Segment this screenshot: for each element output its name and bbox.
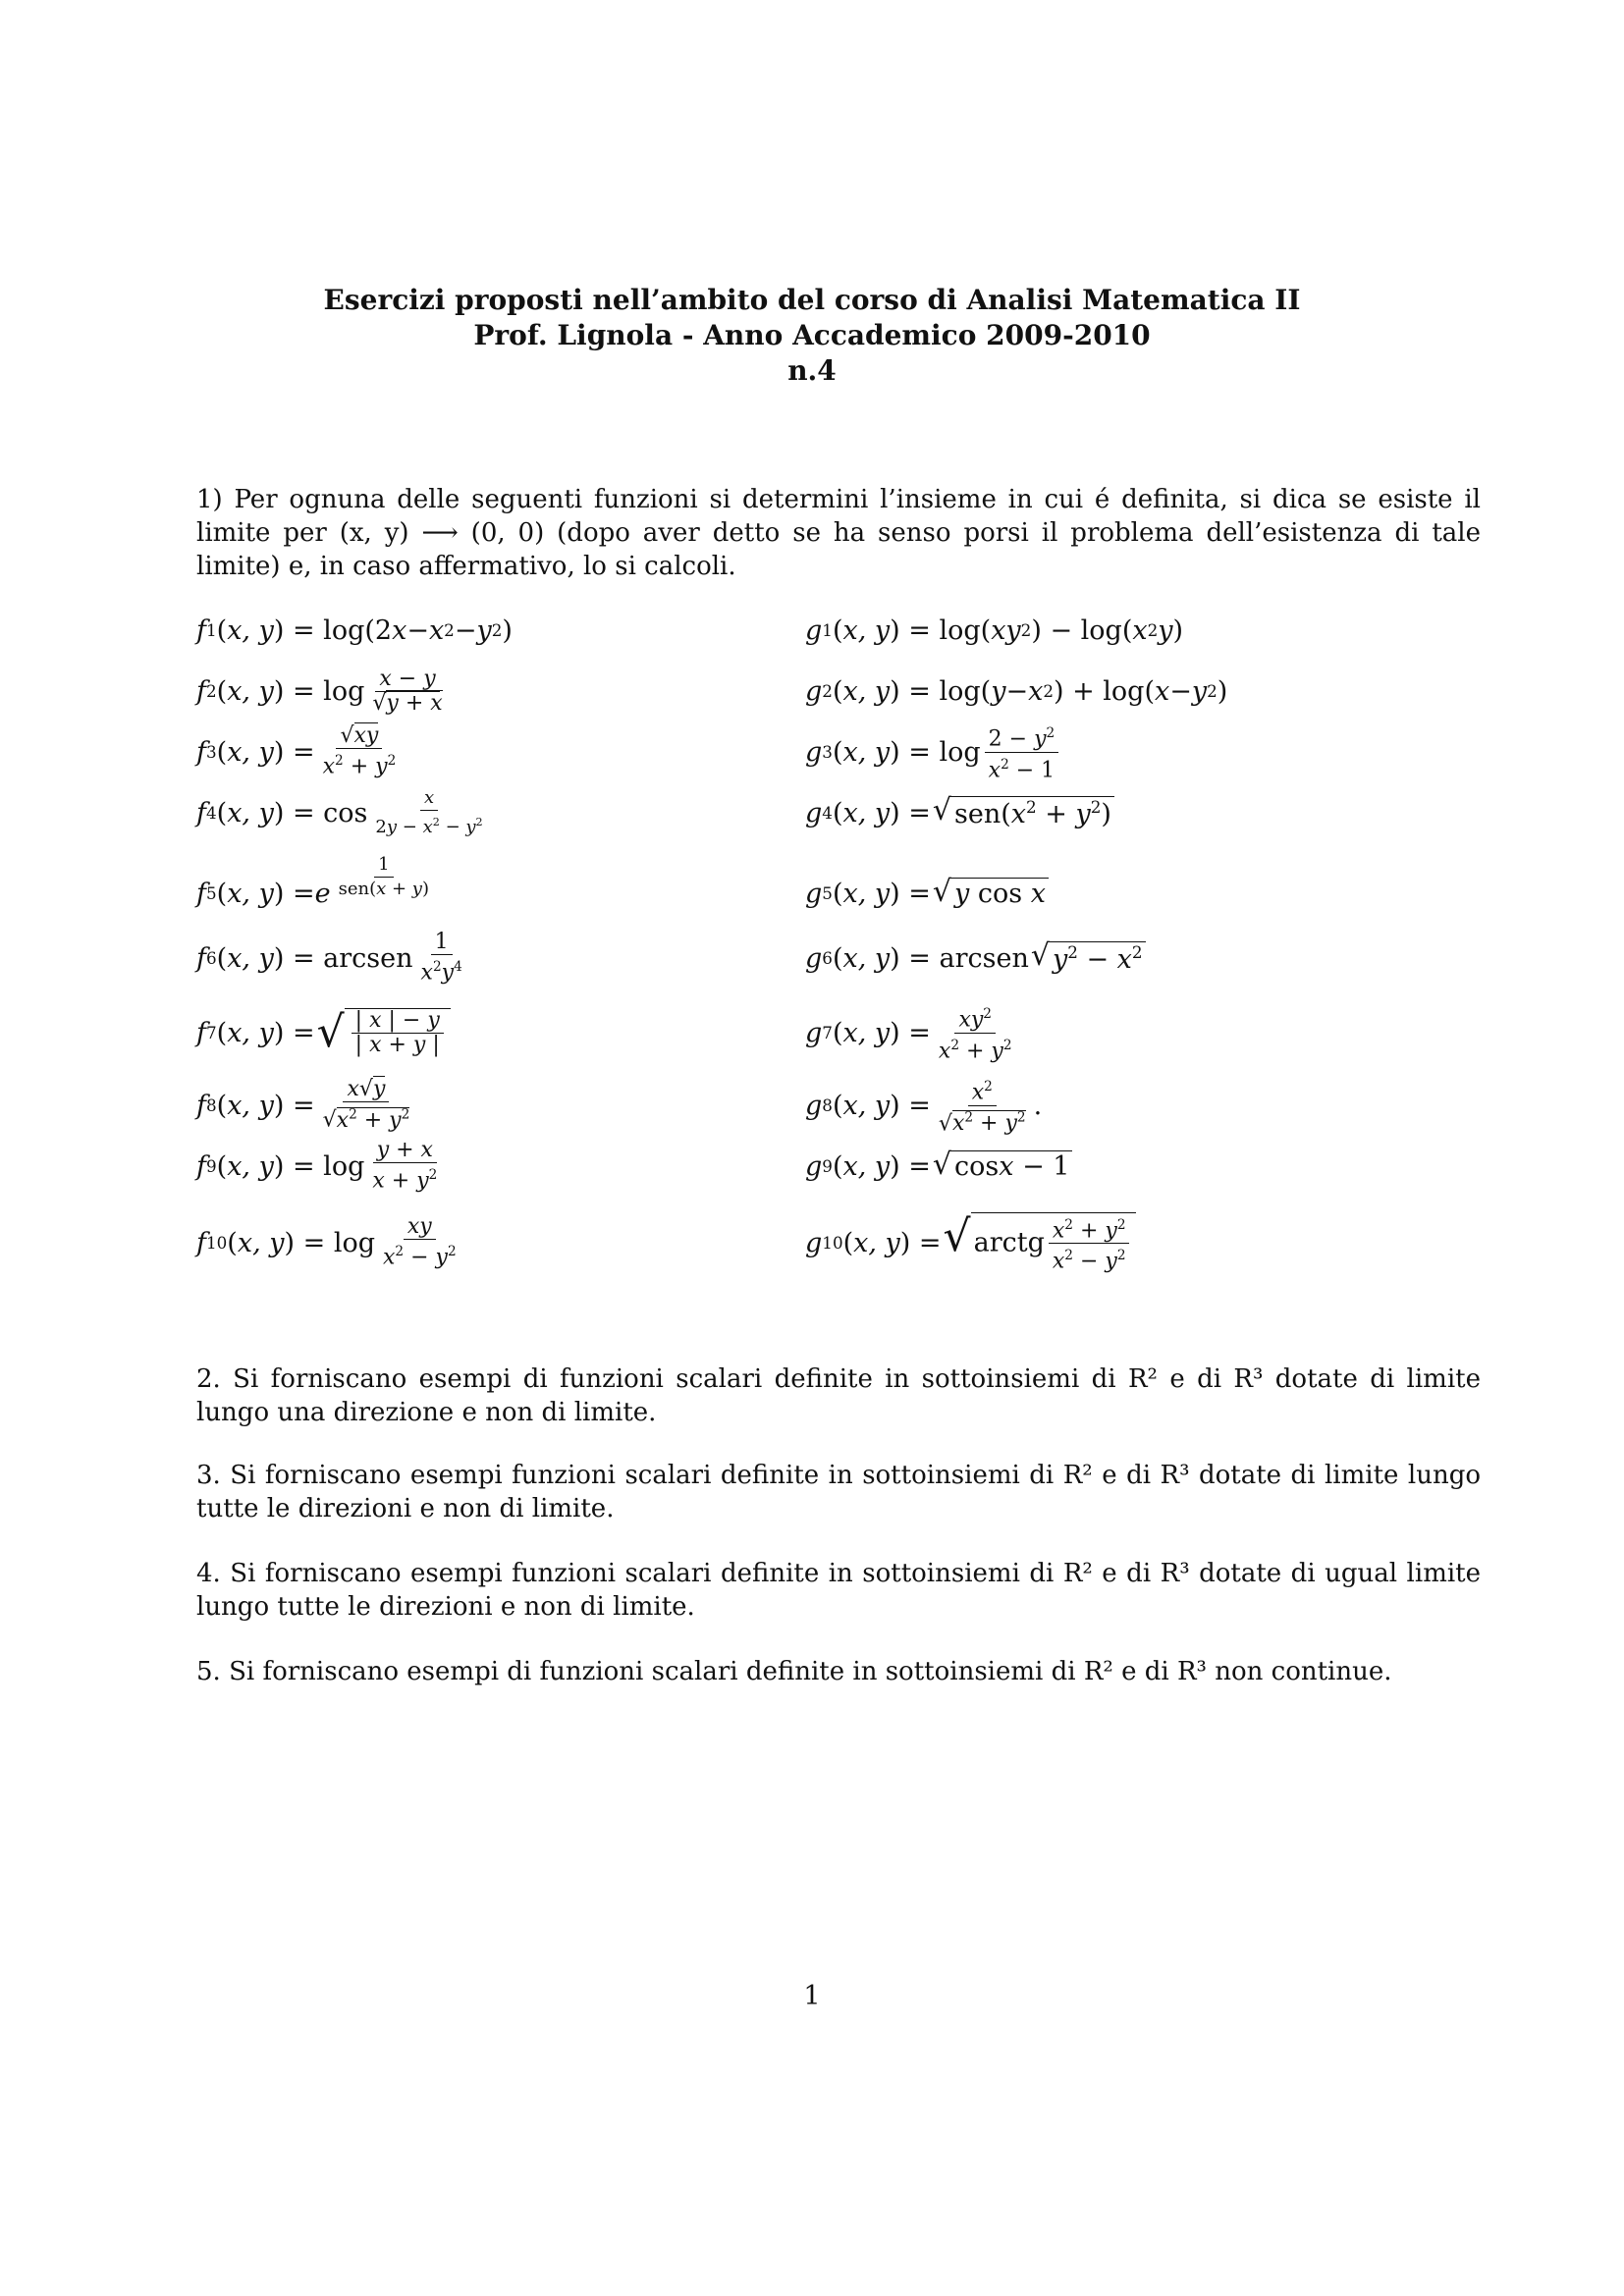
- formula-g4: g 4 ( x, y ) = √ $sen(x^2 + y^2)$: [805, 783, 1114, 842]
- formula-row: [196, 1210, 1492, 1274]
- formula-row: [196, 1003, 1492, 1062]
- formula-g3: g 3 ( x, y ) = log $\frac{2 - y^2}{x^2 - 1}$: [805, 722, 1062, 781]
- formula-row: [196, 853, 1492, 923]
- formula-row: [196, 929, 1492, 988]
- formula-row: [196, 722, 1492, 781]
- formula-g7: g 7 ( x, y ) = $\frac{xy^2}{x^2 + y^2}$: [805, 1003, 1020, 1062]
- formula-g2: g 2 ( x, y ) = log( y − x 2 ) + log( x − y 2 ): [805, 675, 1228, 707]
- document-header: [0, 283, 1624, 389]
- page-number: 1: [803, 1981, 821, 2011]
- formula-row: [196, 601, 1492, 660]
- formula-f3: f 3 ( x, y ) = $\frac{√xy}{x^2 + y^2}$: [196, 723, 397, 779]
- formula-f2: f 2 ( x, y ) = log $\frac{x - y}{√y + x}$: [196, 666, 443, 716]
- formula-g9: g 9 ( x, y ) = √ cosx − 1: [805, 1137, 1072, 1196]
- formula-f9: f 9 ( x, y ) = log $\frac{y + x}{x + y^2}$: [196, 1138, 438, 1194]
- formula-row: [196, 662, 1492, 721]
- formula-f4: f 4 ( x, y ) = cos $\frac{x}{2y - x^2 - y^2}$: [196, 787, 483, 837]
- formula-f8: f 8 ( x, y ) = $\frac{x√y}{√x^2 + y^2}$: [196, 1077, 410, 1133]
- exercise-3-text: 3. Si forniscano esempi funzioni scalari definite in sottoinsiemi di R² e di R³ dotate di limite lungo tutte le direzioni e non di limite.: [196, 1461, 1481, 1523]
- formula-g10: g 10 ( x, y ) = √ arctg $\frac{x^2 + y^2}{x^2 - y^2}$: [805, 1213, 1136, 1272]
- exercise-1-text: 1) Per ognuna delle seguenti funzioni si determini l’insieme in cui é definita, si dica se esiste il limite per (x, y) ⟶ (0, 0) (dopo aver detto se ha senso porsi il problema dell’esistenza di tale limite) e, in caso affermativo, lo si calcoli.: [196, 485, 1481, 581]
- formula-g5: g 5 ( x, y ) = √ y cos x: [805, 864, 1049, 923]
- formula-f5: f 5 ( x, y ) = e $\frac{1}{\text{sen(x + y)}}$: [196, 853, 429, 909]
- formula-f10: f 10 ( x, y ) = log $\frac{xy}{x^2 - y^2}$: [196, 1214, 457, 1270]
- header-professor-year: Prof. Lignola - Anno Accademico 2009-2010: [473, 319, 1151, 351]
- formula-row: [196, 1137, 1492, 1196]
- formula-g8: g 8 ( x, y ) = $\frac{x^2}{√x^2 + y^2}$ .: [805, 1076, 1042, 1135]
- header-sheet-number: n.4: [787, 354, 837, 387]
- formula-f6: f 6 ( x, y ) = arcsen $\frac{1}{x^2y^4}$: [196, 930, 462, 986]
- exercise-5-text: 5. Si forniscano esempi di funzioni scalari definite in sottoinsiemi di R² e di R³ non continue.: [196, 1657, 1392, 1686]
- formula-f1: f 1 ( x, y ) = log(2 x − x 2 − y 2 ): [196, 614, 513, 646]
- formula-row: [196, 1076, 1492, 1135]
- formula-row: [196, 783, 1492, 842]
- exercise-2-text: 2. Si forniscano esempi di funzioni scalari definite in sottoinsiemi di R² e di R³ dotate di limite lungo una direzione e non di limite.: [196, 1364, 1481, 1427]
- formula-g1: g 1 ( x, y ) = log( xy 2 ) − log( x 2 y ): [805, 614, 1184, 646]
- formula-f7: f 7 ( x, y ) = √ $\frac{| x | - y}{| x + y |}$: [196, 1003, 451, 1062]
- formula-g6: g 6 ( x, y ) = arcsen √ $y^2 - x^2$: [805, 929, 1146, 988]
- exercise-4-text: 4. Si forniscano esempi funzioni scalari definite in sottoinsiemi di R² e di R³ dotate di ugual limite lungo tutte le direzioni e non di limite.: [196, 1559, 1481, 1622]
- header-course-title: Esercizi proposti nell’ambito del corso di Analisi Matematica II: [323, 284, 1301, 316]
